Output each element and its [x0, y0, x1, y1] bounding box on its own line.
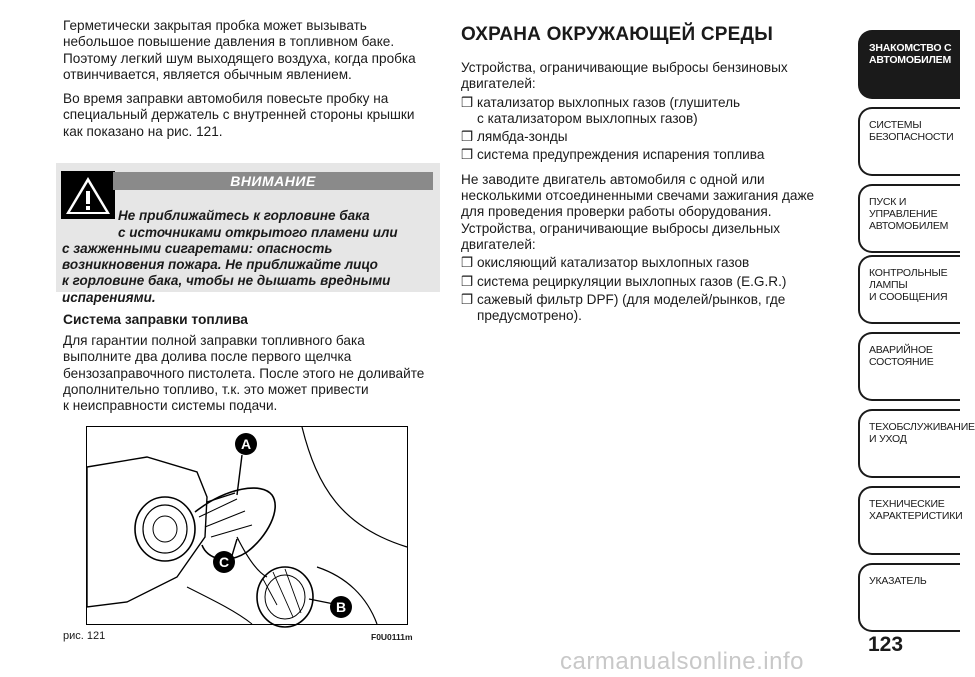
tab-start-and-driving[interactable]: ПУСК И УПРАВЛЕНИЕ АВТОМОБИЛЕМ	[858, 184, 960, 253]
list-diesel-devices	[461, 255, 846, 324]
warning-box	[56, 163, 440, 305]
list-item: ❒ катализатор выхлопных газов (глушитель с катализатором выхлопных газов)	[461, 94, 741, 126]
tab-index[interactable]: УКАЗАТЕЛЬ	[858, 563, 960, 632]
left-column	[63, 18, 441, 148]
watermark: carmanualsonline.info	[560, 648, 804, 675]
paragraph-diesel-devices: Не заводите двигатель автомобиля с одной или несколькими отсоединенными свечами зажигания даже для проведения проверки работы оборудования. Устройства, ограничивающие выбросы дизельных двигателей:	[461, 171, 815, 252]
callout-b-label: B	[335, 599, 347, 615]
list-item: ❒ сажевый фильтр DPF) (для моделей/рынков, где предусмотрено).	[461, 291, 786, 324]
warning-text-first: Не приближайтесь к горловине бака с источниками открытого пламени или	[118, 208, 398, 240]
subheading-fuel-system: Система заправки топлива	[63, 312, 248, 327]
warning-text-rest: с зажженными сигаретами: опасность возникновения пожара. Не приближайте лицо к горловине бака, чтобы не дышать вредными испарениями.	[62, 240, 391, 305]
checkbox-bullet-icon: ❒	[461, 273, 474, 289]
list-petrol-devices	[461, 95, 846, 164]
tab-maintenance[interactable]: ТЕХОБСЛУЖИВАНИЕ И УХОД	[858, 409, 960, 478]
chapter-tabs	[858, 0, 975, 677]
paragraph-cap-pressure: Герметически закрытая пробка может вызывать небольшое повышение давления в топливном баке. Поэтому легкий шум выходящего воздуха, когда пробка отвинчивается, является обычным явлением.	[63, 18, 416, 82]
paragraph-refuel-hang-cap: Во время заправки автомобиля повесьте пробку на специальный держатель с внутренней стороны крышки как показано на рис. 121.	[63, 91, 415, 139]
right-column	[461, 18, 846, 332]
callout-c-label: C	[218, 554, 230, 570]
tab-safety-systems[interactable]: СИСТЕМЫ БЕЗОПАСНОСТИ	[858, 107, 960, 176]
list-item: ❒ система рециркуляции выхлопных газов (E.G.R.)	[461, 273, 787, 289]
warning-title: ВНИМАНИЕ	[113, 172, 433, 190]
checkbox-bullet-icon: ❒	[461, 129, 474, 145]
fuel-cap-illustration	[87, 427, 407, 624]
checkbox-bullet-icon: ❒	[461, 255, 474, 271]
list-item: ❒ лямбда-зонды	[461, 129, 568, 145]
figure-fuel-cap	[86, 426, 408, 625]
checkbox-bullet-icon: ❒	[461, 94, 474, 110]
list-item: ❒ окисляющий катализатор выхлопных газов	[461, 255, 750, 271]
tab-warning-lights[interactable]: КОНТРОЛЬНЫЕ ЛАМПЫ И СООБЩЕНИЯ	[858, 255, 960, 324]
section-heading: ОХРАНА ОКРУЖАЮЩЕЙ СРЕДЫ	[461, 24, 774, 45]
checkbox-bullet-icon: ❒	[461, 291, 474, 307]
page-number: 123	[868, 633, 904, 656]
left-column-lower	[63, 312, 441, 422]
tab-technical-specs[interactable]: ТЕХНИЧЕСКИЕ ХАРАКТЕРИСТИКИ	[858, 486, 960, 555]
tab-emergency[interactable]: АВАРИЙНОЕ СОСТОЯНИЕ	[858, 332, 960, 401]
figure-caption: рис. 121	[63, 630, 106, 642]
callout-a-label: A	[240, 436, 252, 452]
list-item: ❒ система предупреждения испарения топлива	[461, 147, 765, 163]
paragraph-petrol-devices: Устройства, ограничивающие выбросы бензиновых двигателей:	[461, 60, 788, 92]
paragraph-fuel-system: Для гарантии полной заправки топливного бака выполните два долива после первого щелчка бензозаправочного пистолета. После этого не доливайте дополнительно топливо, т.к. это может привести к неисправности системы подачи.	[63, 333, 425, 414]
warning-text	[62, 192, 434, 306]
figure-code: F0U0111m	[371, 632, 413, 642]
checkbox-bullet-icon: ❒	[461, 147, 474, 163]
tab-getting-to-know[interactable]: ЗНАКОМСТВО С АВТОМОБИЛЕМ	[858, 30, 960, 99]
